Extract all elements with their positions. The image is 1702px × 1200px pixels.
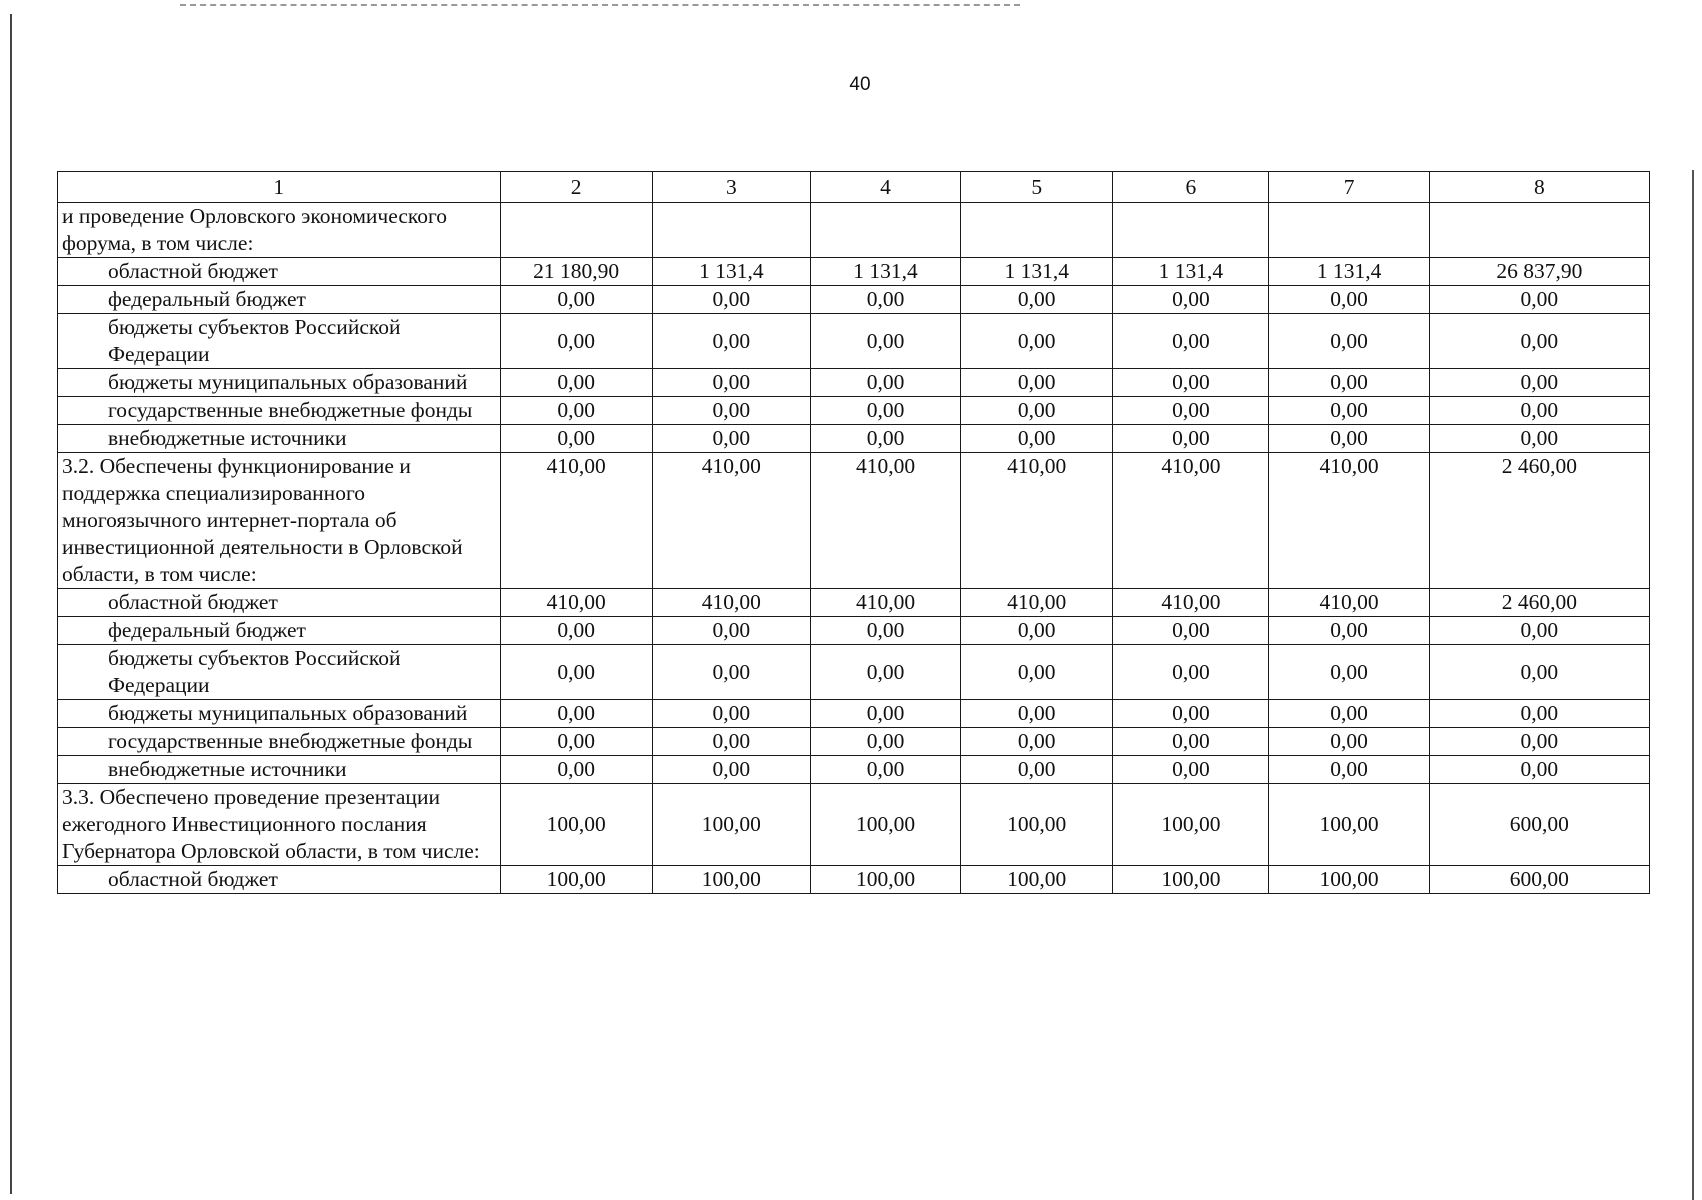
value-cell: 0,00 — [1113, 645, 1269, 700]
value-cell: 0,00 — [500, 314, 652, 369]
value-cell: 0,00 — [500, 645, 652, 700]
value-cell: 100,00 — [810, 784, 960, 866]
section-label: 3.2. Обеспечены функционирование и поддержка специализированного многоязычного интернет-портала об инвестиционной деятельности в Орловской области, в том числе: — [58, 453, 501, 589]
value-cell: 0,00 — [652, 397, 810, 425]
value-cell: 0,00 — [652, 728, 810, 756]
table-row — [58, 784, 1650, 866]
value-cell — [1113, 203, 1269, 258]
table-row — [58, 203, 1650, 258]
value-cell: 1 131,4 — [652, 258, 810, 286]
value-cell — [652, 203, 810, 258]
table-row — [58, 589, 1650, 617]
column-header: 8 — [1429, 172, 1649, 203]
source-label: бюджеты субъектов Российской Федерации — [58, 314, 501, 369]
table-row — [58, 314, 1650, 369]
value-cell: 0,00 — [652, 314, 810, 369]
page-number: 40 — [849, 74, 871, 95]
value-cell: 410,00 — [1269, 453, 1429, 589]
table-row — [58, 369, 1650, 397]
table-row — [58, 397, 1650, 425]
value-cell: 0,00 — [652, 286, 810, 314]
value-cell: 0,00 — [961, 756, 1113, 784]
value-cell: 21 180,90 — [500, 258, 652, 286]
value-cell: 0,00 — [1269, 425, 1429, 453]
value-cell: 0,00 — [810, 700, 960, 728]
value-cell: 0,00 — [500, 369, 652, 397]
value-cell: 410,00 — [810, 453, 960, 589]
value-cell: 0,00 — [500, 286, 652, 314]
value-cell: 100,00 — [500, 784, 652, 866]
value-cell: 100,00 — [500, 866, 652, 894]
value-cell: 0,00 — [1429, 700, 1649, 728]
value-cell: 0,00 — [1429, 286, 1649, 314]
source-label: бюджеты субъектов Российской Федерации — [58, 645, 501, 700]
value-cell — [500, 203, 652, 258]
value-cell: 0,00 — [652, 756, 810, 784]
value-cell: 0,00 — [500, 617, 652, 645]
value-cell: 0,00 — [961, 645, 1113, 700]
budget-table — [57, 171, 1650, 894]
value-cell: 0,00 — [810, 617, 960, 645]
source-label: бюджеты муниципальных образований — [58, 700, 501, 728]
value-cell: 410,00 — [1113, 453, 1269, 589]
column-header: 5 — [961, 172, 1113, 203]
table-row — [58, 453, 1650, 589]
value-cell: 410,00 — [652, 453, 810, 589]
value-cell: 1 131,4 — [810, 258, 960, 286]
value-cell: 0,00 — [652, 645, 810, 700]
value-cell: 0,00 — [500, 397, 652, 425]
value-cell: 100,00 — [1269, 866, 1429, 894]
source-label: государственные внебюджетные фонды — [58, 397, 501, 425]
value-cell: 2 460,00 — [1429, 453, 1649, 589]
value-cell: 1 131,4 — [1113, 258, 1269, 286]
table-row — [58, 756, 1650, 784]
value-cell: 100,00 — [1113, 866, 1269, 894]
value-cell: 0,00 — [1113, 700, 1269, 728]
source-label: внебюджетные источники — [58, 756, 501, 784]
value-cell: 1 131,4 — [961, 258, 1113, 286]
value-cell: 0,00 — [961, 425, 1113, 453]
value-cell: 26 837,90 — [1429, 258, 1649, 286]
value-cell: 100,00 — [652, 866, 810, 894]
value-cell: 0,00 — [810, 728, 960, 756]
value-cell: 410,00 — [652, 589, 810, 617]
value-cell — [1269, 203, 1429, 258]
value-cell: 100,00 — [961, 866, 1113, 894]
value-cell: 410,00 — [500, 453, 652, 589]
table-row — [58, 645, 1650, 700]
value-cell: 0,00 — [1113, 425, 1269, 453]
value-cell — [810, 203, 960, 258]
table-body — [58, 203, 1650, 894]
value-cell: 0,00 — [500, 756, 652, 784]
value-cell: 0,00 — [961, 700, 1113, 728]
source-label: федеральный бюджет — [58, 617, 501, 645]
value-cell: 0,00 — [1113, 617, 1269, 645]
table-row — [58, 425, 1650, 453]
value-cell: 0,00 — [652, 369, 810, 397]
value-cell: 0,00 — [1269, 369, 1429, 397]
value-cell: 100,00 — [1269, 784, 1429, 866]
value-cell: 0,00 — [652, 700, 810, 728]
value-cell: 410,00 — [961, 453, 1113, 589]
value-cell: 0,00 — [1429, 314, 1649, 369]
value-cell: 0,00 — [1113, 314, 1269, 369]
scan-edge-left — [10, 14, 12, 1194]
value-cell: 0,00 — [1429, 645, 1649, 700]
value-cell: 0,00 — [810, 425, 960, 453]
source-label: федеральный бюджет — [58, 286, 501, 314]
column-header: 7 — [1269, 172, 1429, 203]
value-cell: 600,00 — [1429, 866, 1649, 894]
value-cell: 0,00 — [1429, 617, 1649, 645]
value-cell: 0,00 — [810, 369, 960, 397]
scan-edge-right — [1692, 170, 1694, 1200]
value-cell: 410,00 — [810, 589, 960, 617]
value-cell: 0,00 — [961, 397, 1113, 425]
scan-edge-top — [180, 4, 1020, 6]
section-label: 3.3. Обеспечено проведение презентации ежегодного Инвестиционного послания Губернатора Орловской области, в том числе: — [58, 784, 501, 866]
value-cell: 100,00 — [961, 784, 1113, 866]
value-cell: 0,00 — [1269, 397, 1429, 425]
table-row — [58, 617, 1650, 645]
column-header: 1 — [58, 172, 501, 203]
table-row — [58, 728, 1650, 756]
value-cell: 0,00 — [652, 617, 810, 645]
value-cell: 0,00 — [1269, 617, 1429, 645]
table-header-row — [58, 172, 1650, 203]
value-cell: 0,00 — [1429, 728, 1649, 756]
value-cell: 0,00 — [1113, 286, 1269, 314]
source-label: областной бюджет — [58, 866, 501, 894]
value-cell: 410,00 — [1113, 589, 1269, 617]
value-cell: 1 131,4 — [1269, 258, 1429, 286]
value-cell: 0,00 — [1113, 369, 1269, 397]
section-label: и проведение Орловского экономического форума, в том числе: — [58, 203, 501, 258]
value-cell: 0,00 — [652, 425, 810, 453]
value-cell: 0,00 — [1269, 286, 1429, 314]
value-cell: 0,00 — [1269, 314, 1429, 369]
value-cell: 0,00 — [810, 756, 960, 784]
value-cell: 0,00 — [1113, 397, 1269, 425]
value-cell: 2 460,00 — [1429, 589, 1649, 617]
value-cell: 0,00 — [961, 369, 1113, 397]
value-cell: 410,00 — [961, 589, 1113, 617]
value-cell: 0,00 — [1269, 728, 1429, 756]
source-label: бюджеты муниципальных образований — [58, 369, 501, 397]
value-cell: 0,00 — [500, 425, 652, 453]
source-label: областной бюджет — [58, 589, 501, 617]
column-header: 4 — [810, 172, 960, 203]
table-row — [58, 286, 1650, 314]
value-cell: 0,00 — [1113, 728, 1269, 756]
value-cell: 0,00 — [1429, 397, 1649, 425]
value-cell: 0,00 — [500, 700, 652, 728]
source-label: областной бюджет — [58, 258, 501, 286]
source-label: внебюджетные источники — [58, 425, 501, 453]
value-cell: 0,00 — [810, 286, 960, 314]
value-cell: 410,00 — [1269, 589, 1429, 617]
value-cell: 0,00 — [961, 617, 1113, 645]
value-cell: 0,00 — [961, 286, 1113, 314]
value-cell: 100,00 — [810, 866, 960, 894]
value-cell: 0,00 — [810, 645, 960, 700]
value-cell: 410,00 — [500, 589, 652, 617]
table-row — [58, 258, 1650, 286]
source-label: государственные внебюджетные фонды — [58, 728, 501, 756]
value-cell: 0,00 — [1113, 756, 1269, 784]
value-cell: 100,00 — [652, 784, 810, 866]
value-cell — [961, 203, 1113, 258]
value-cell: 0,00 — [500, 728, 652, 756]
value-cell: 0,00 — [1269, 756, 1429, 784]
value-cell: 0,00 — [1429, 369, 1649, 397]
table-row — [58, 866, 1650, 894]
value-cell: 0,00 — [810, 314, 960, 369]
value-cell — [1429, 203, 1649, 258]
value-cell: 100,00 — [1113, 784, 1269, 866]
value-cell: 600,00 — [1429, 784, 1649, 866]
value-cell: 0,00 — [1429, 425, 1649, 453]
value-cell: 0,00 — [1269, 700, 1429, 728]
value-cell: 0,00 — [961, 728, 1113, 756]
table-row — [58, 700, 1650, 728]
column-header: 2 — [500, 172, 652, 203]
value-cell: 0,00 — [1269, 645, 1429, 700]
column-header: 6 — [1113, 172, 1269, 203]
value-cell: 0,00 — [1429, 756, 1649, 784]
value-cell: 0,00 — [810, 397, 960, 425]
value-cell: 0,00 — [961, 314, 1113, 369]
column-header: 3 — [652, 172, 810, 203]
